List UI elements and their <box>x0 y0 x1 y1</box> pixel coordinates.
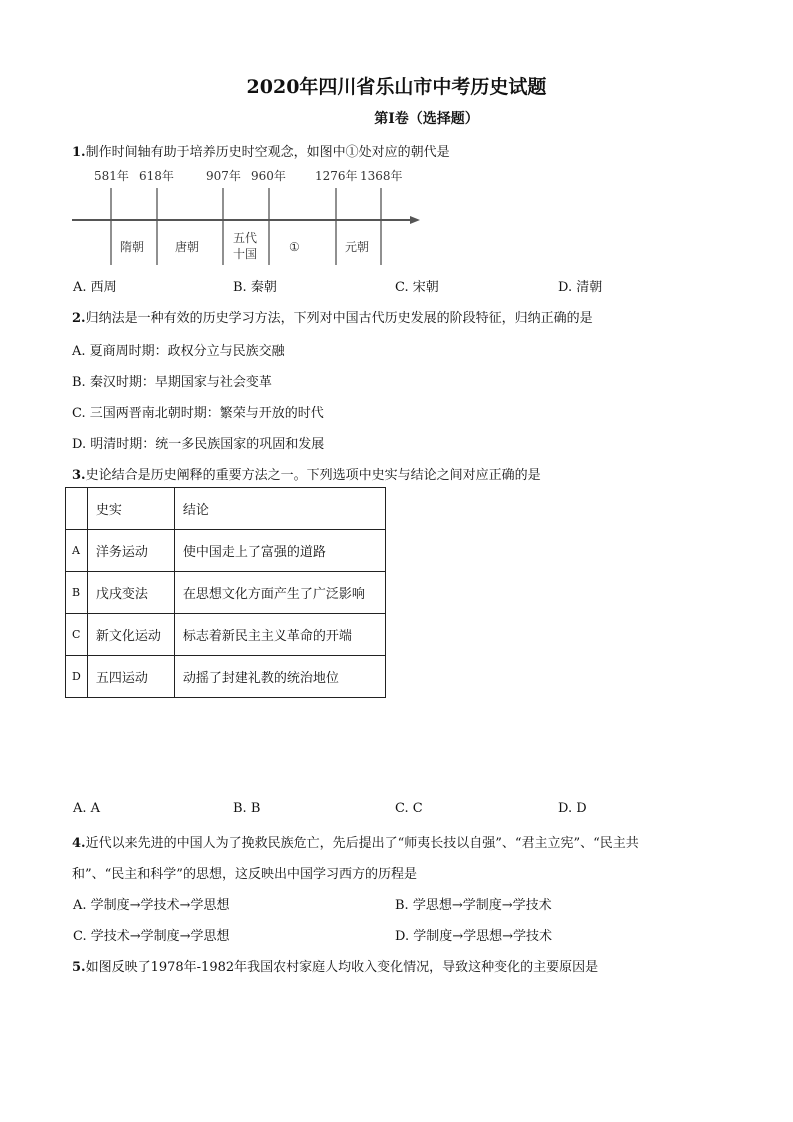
period-label: 元朝 <box>345 240 370 254</box>
period-label: 五代十国 <box>233 231 258 261</box>
period-label: ① <box>289 240 300 254</box>
question-text: 史论结合是历史阐释的重要方法之一。下列选项中史实与结论之间对应正确的是 <box>85 468 541 483</box>
option-d[interactable]: D. 清朝 <box>558 280 603 295</box>
question-text: 近代以来先进的中国人为了挽救民族危亡，先后提出了“师夷长技以自强”、“君主立宪”、“民主共 <box>85 836 639 851</box>
question-number: 1. <box>72 145 86 160</box>
question-number: 3. <box>72 468 86 483</box>
question-1 <box>72 141 450 160</box>
question-2 <box>72 307 593 326</box>
question-number: 4. <box>72 836 86 851</box>
option-a[interactable]: A. 学制度→学技术→学思想 <box>73 898 230 913</box>
question-text: 制作时间轴有助于培养历史时空观念，如图中①处对应的朝代是 <box>85 145 450 160</box>
option-c[interactable]: C. 三国两晋南北朝时期：繁荣与开放的时代 <box>72 406 324 421</box>
option-b[interactable]: B. B <box>233 801 261 816</box>
year-label: 1276年 <box>315 169 358 183</box>
option-d[interactable]: D. 学制度→学思想→学技术 <box>395 929 553 944</box>
option-a[interactable]: A. 西周 <box>73 280 117 295</box>
question-3 <box>72 464 541 483</box>
page-title: 2020年四川省乐山市中考历史试题 <box>246 76 547 98</box>
table-row: D 五四运动 动摇了封建礼教的统治地位 <box>66 656 386 698</box>
fact-conclusion-table <box>65 487 386 698</box>
question-4-cont: 和”、“民主和科学”的思想，这反映出中国学习西方的历程是 <box>72 867 417 882</box>
section-title: 第Ⅰ卷（选择题） <box>374 111 479 127</box>
option-b[interactable]: B. 秦汉时期：早期国家与社会变革 <box>72 375 272 390</box>
question-text: 归纳法是一种有效的历史学习方法，下列对中国古代历史发展的阶段特征，归纳正确的是 <box>85 311 593 326</box>
option-d[interactable]: D. 明清时期：统一多民族国家的巩固和发展 <box>72 437 325 452</box>
period-label: 隋朝 <box>120 240 145 254</box>
question-text: 如图反映了1978年-1982年我国农村家庭人均收入变化情况，导致这种变化的主要原因是 <box>85 960 599 975</box>
question-number: 2. <box>72 311 86 326</box>
header-cell: 史实 <box>87 488 174 530</box>
question-4 <box>72 832 639 851</box>
table-row: A 洋务运动 使中国走上了富强的道路 <box>66 530 386 572</box>
option-c[interactable]: C. 宋朝 <box>395 280 439 295</box>
question-5 <box>72 956 598 975</box>
year-label: 618年 <box>139 169 174 183</box>
option-c[interactable]: C. C <box>395 801 423 816</box>
year-label: 1368年 <box>360 169 403 183</box>
year-label: 960年 <box>251 169 286 183</box>
table-row: C 新文化运动 标志着新民主主义革命的开端 <box>66 614 386 656</box>
year-label: 581年 <box>94 169 129 183</box>
timeline-diagram <box>0 160 440 270</box>
arrow-icon <box>410 216 420 224</box>
option-a[interactable]: A. 夏商周时期：政权分立与民族交融 <box>72 344 285 359</box>
option-b[interactable]: B. 秦朝 <box>233 280 277 295</box>
option-a[interactable]: A. A <box>73 801 101 816</box>
year-label: 907年 <box>206 169 241 183</box>
option-c[interactable]: C. 学技术→学制度→学思想 <box>73 929 230 944</box>
table-header <box>66 488 386 530</box>
option-b[interactable]: B. 学思想→学制度→学技术 <box>395 898 552 913</box>
period-label: 唐朝 <box>175 240 200 254</box>
header-cell: 结论 <box>174 488 385 530</box>
table-row: B 戊戌变法 在思想文化方面产生了广泛影响 <box>66 572 386 614</box>
option-d[interactable]: D. D <box>558 801 587 816</box>
question-number: 5. <box>72 960 86 975</box>
